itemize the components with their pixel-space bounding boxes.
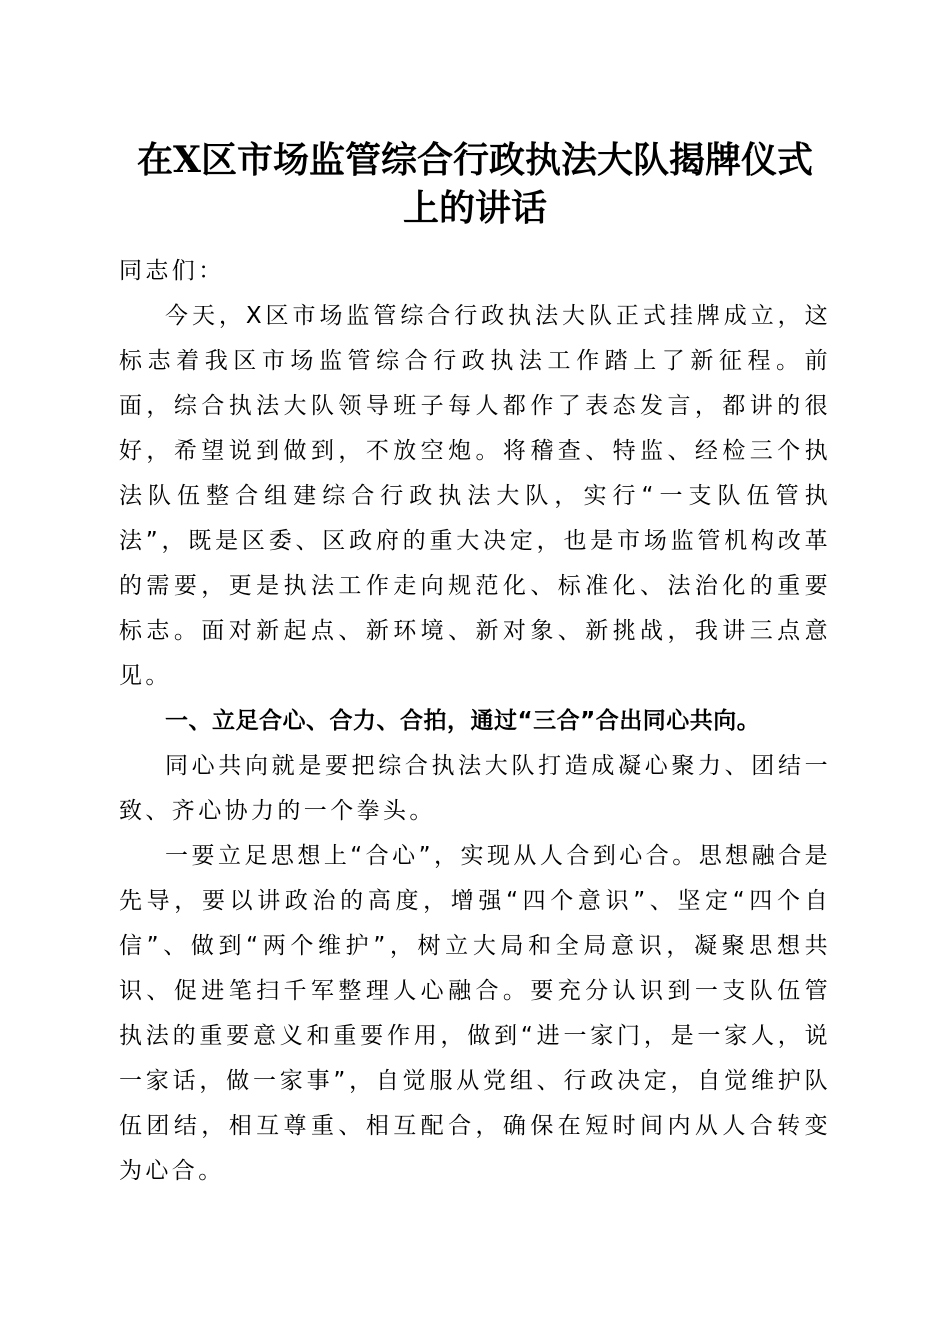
section-heading-1: 一、立足合心、合力、合拍，通过“三合”合出同心共向。 — [165, 708, 761, 734]
paragraph-intro: 今天，X区市场监管综合行政执法大队正式挂牌成立，这标志着我区市场监管综合行政执法工作踏上了新征程。前面，综合执法大队领导班子每人都作了表态发言，都讲的很好，希望说到做到，不放空炮。将稽查、特监、经检三个执法队伍整合组建综合行政执法大队，实行“一支队伍管执法”，既是区委、区政府的重大决定，也是市场监管机构改革的需要，更是执法工作走向规范化、标准化、法治化的重要标志。面对新起点、新环境、新对象、新挑战，我讲三点意见。 — [119, 303, 831, 689]
paragraph-3: 一要立足思想上“合心”，实现从人合到心合。思想融合是先导，要以讲政治的高度，增强“四个意识”、坚定“四个自信”、做到“两个维护”，树立大局和全局意识，凝聚思想共识、促进笔扫千军整理人心融合。要充分认识到一支队伍管执法的重要意义和重要作用，做到“进一家门，是一家人，说一家话，做一家事”，自觉服从党组、行政决定，自觉维护队伍团结，相互尊重、相互配合，确保在短时间内从人合转变为心合。 — [119, 843, 831, 1184]
document-title — [100, 136, 850, 232]
title-line-2: 上的讲话 — [402, 187, 547, 229]
salutation: 同志们： — [119, 258, 225, 284]
document-body — [119, 249, 831, 1194]
title-line-1: 在X区市场监管综合行政执法大队揭牌仪式 — [137, 139, 813, 181]
paragraph-2: 同心共向就是要把综合执法大队打造成凝心聚力、团结一致、齐心协力的一个拳头。 — [119, 753, 831, 824]
